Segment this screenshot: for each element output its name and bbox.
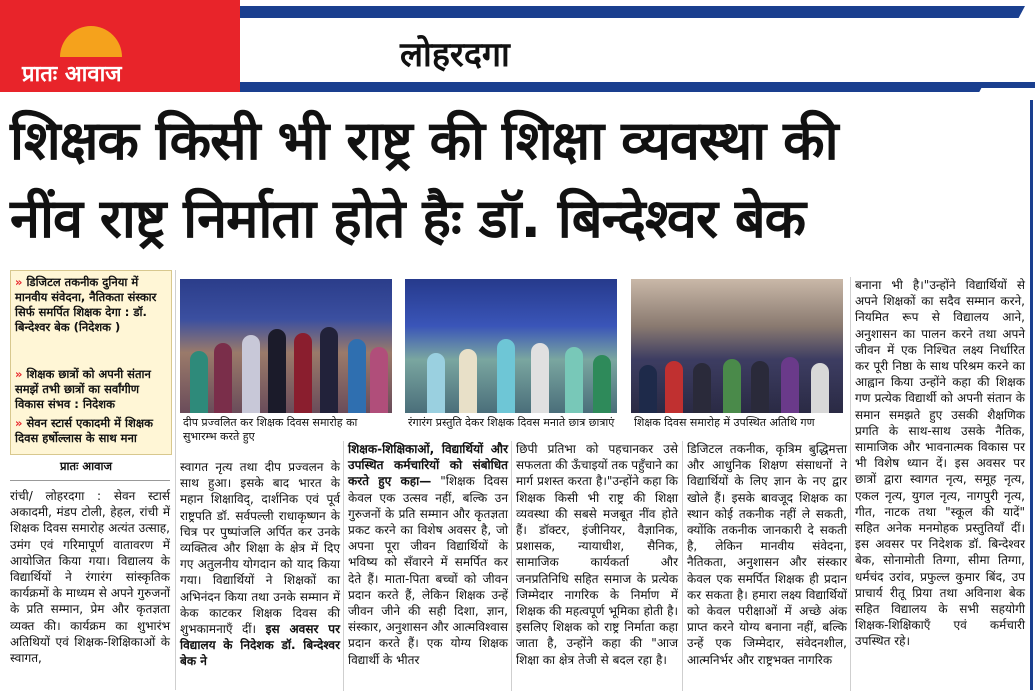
highlight-item: » सेवन स्टार्स एकादमी में शिक्षक दिवस हर्षोल्लास के साथ मना	[15, 416, 153, 445]
headline-line-1: शिक्षक किसी भी राष्ट्र की शिक्षा व्यवस्था की	[10, 109, 838, 172]
article-column-4: छिपी प्रतिभा को पहचानकर उसे सफलता की ऊँचाइयों तक पहुँचाने का मार्ग प्रशस्त करता है।"उन्होंने कहा कि शिक्षक किसी भी राष्ट्र की शिक्षा व्यवस्था की सबसे मजबूत नींव होते हैं। डॉक्टर, इंजीनियर, वैज्ञानिक, प्रशासक, न्यायाधीश, सैनिक, सामाजिक कार्यकर्ता और जनप्रतिनिधि सहित समाज के प्रत्येक जिम्मेदार नागरिक के निर्माण में शिक्षक की महत्वपूर्ण भूमिका होती है। इसलिए शिक्षक को राष्ट्र निर्माता कहा जाता है, उन्होंने कहा की "आज शिक्षा का क्षेत्र तेजी से बदल रहा है।	[516, 442, 678, 667]
article-column-2: स्वागत नृत्य तथा दीप प्रज्वलन के साथ हुआ। इसके बाद भारत के महान शिक्षाविद्, दार्शनिक एवं पूर्व राष्ट्रपति डॉ. सर्वपल्ली राधाकृष्णन के चित्र पर पुष्पांजलि अर्पित कर उनके व्यक्तित्व और शिक्षा के क्षेत्र में दिए गए अतुलनीय योगदान को याद किया गया। विद्यार्थियों ने शिक्षकों का अभिनंदन किया तथा उनके सम्मान में केक काटकर शिक्षक दिवस की शुभकामनाएँ दीं। इस अवसर पर विद्यालय के निदेशक डॉ. बिन्देश्वर बेक ने	[180, 460, 340, 669]
headline-line-2: नींव राष्ट्र निर्माता होते हैः डॉ. बिन्देश्वर बेक	[10, 187, 806, 250]
newspaper-brand: प्रातः आवाज	[22, 62, 122, 87]
city-section-title: लोहरदगा	[400, 35, 510, 75]
byline-divider	[10, 480, 170, 481]
bullet-icon: »	[15, 416, 27, 430]
page-edge-rule	[1030, 100, 1033, 690]
masthead-white-band	[166, 18, 1035, 82]
bullet-icon: »	[15, 367, 27, 381]
highlight-item: » शिक्षक छात्रों को अपनी संतान समझें तभी छात्रों का सर्वांगीण विकास संभव : निदेशक	[15, 367, 151, 411]
highlight-item: » डिजिटल तकनीक दुनिया में मानवीय संवेदना, नैतिकता संस्कार सिर्फ समर्पित शिक्षक देगा : डॉ. बिन्देश्वर बेक (निदेशक )	[15, 275, 157, 334]
photo-cultural-performance	[405, 279, 617, 413]
column-subhead: शिक्षक-शिक्षिकाओं, विद्यार्थियों और उपस्थित कर्मचारियों को संबोधित करते हुए कहा—	[348, 442, 508, 489]
photo-lamp-lighting	[180, 279, 392, 413]
photo-caption: रंगारंग प्रस्तुति देकर शिक्षक दिवस मनाते छात्र छात्राएं	[408, 416, 615, 429]
article-column-5: डिजिटल तकनीक, कृत्रिम बुद्धिमत्ता और आधुनिक शिक्षण संसाधनों ने विद्यार्थियों के लिए ज्ञान के नए द्वार खोले हैं। इसके बावजूद शिक्षक का स्थान कोई तकनीक नहीं ले सकती, क्योंकि तकनीक जानकारी दे सकती है, लेकिन मानवीय संवेदना, नैतिकता, अनुशासन और संस्कार केवल एक समर्पित शिक्षक ही प्रदान कर सकता है। हमारा लक्ष्य विद्यार्थियों को केवल परीक्षाओं में अच्छे अंक प्राप्त करने योग्य बनाना नहीं, बल्कि उन्हें एक जिम्मेदार, संवेदनशील, आत्मनिर्भर और राष्ट्रभक्त नागरिक	[687, 442, 847, 667]
photo-caption: दीप प्रज्वलित कर शिक्षक दिवस समारोह का सुभारम्भ करते हुए	[183, 416, 358, 443]
column-subhead: इस अवसर पर विद्यालय के निदेशक डॉ. बिन्देश्वर बेक ने	[180, 622, 340, 669]
article-column-6: बनाना भी है।"उन्होंने विद्यार्थियों से अपने शिक्षकों का सदैव सम्मान करने, नियमित रूप से विद्यालय आने, अनुशासन का पालन करने तथा अपने जीवन में एक निश्चित लक्ष्य निर्धारित कर पूरी निष्ठा के साथ परिश्रम करने का आह्वान किया उन्होंने कहा की शिक्षक गण प्रत्येक विद्यार्थी को अपनी संतान के समान समझते हुए उसकी शैक्षणिक प्रगति के साथ-साथ उसके नैतिक, सामाजिक और भावनात्मक विकास पर भी विशेष ध्यान दें। इस अवसर पर छात्रों द्वारा स्वागत नृत्य, समूह नृत्य, एकल नृत्य, युगल नृत्य, नागपुरी नृत्य, गीत, नाटक तथा "स्कूल की यादें" सहित अनेक मनमोहक प्रस्तुतियाँ दीं। इस अवसर पर निदेशक डॉ. बिन्देश्वर बेक, सोनामोती तिग्गा, सीमा तिग्गा, धर्मचंद उरांव, प्रफुल्ल कुमार बिंद, उप प्राचार्य रीतू प्रिया तथा अविनाश बेक सहित विद्यालय के सभी सहयोगी शिक्षक-शिक्षिकाएँ एवं कर्मचारी उपस्थित रहे।	[855, 278, 1025, 649]
article-column-3: शिक्षक-शिक्षिकाओं, विद्यार्थियों और उपस्थित कर्मचारियों को संबोधित करते हुए कहा— "शिक्षक दिवस केवल एक उत्सव नहीं, बल्कि उन गुरुजनों के प्रति सम्मान और कृतज्ञता प्रकट करने का विशेष अवसर है, जो अपना पूरा जीवन विद्यार्थियों के भविष्य को सँवारने में समर्पित कर देते हैं। माता-पिता बच्चों को जीवन प्रदान करते हैं, लेकिन शिक्षक उन्हें जीवन जीने की सही दिशा, ज्ञान, संस्कार, अनुशासन और आत्मविश्वास प्रदान करते हैं। एक योग्य शिक्षक विद्यार्थी के भीतर	[348, 442, 509, 667]
byline: प्रातः आवाज	[60, 459, 113, 473]
photo-guests-seated	[631, 279, 843, 413]
photo-caption: शिक्षक दिवस समारोह में उपस्थित अतिथि गण	[634, 416, 815, 429]
highlights-box	[10, 270, 172, 455]
bullet-icon: »	[15, 275, 27, 289]
masthead-underline	[210, 82, 1035, 88]
article-column-1: रांची/ लोहरदगा : सेवन स्टार्स अकादमी, मंडप टोली, हेहल, रांची में शिक्षक दिवस समारोह अत्यंत उत्साह, उमंग एवं गरिमापूर्ण वातावरण में आयोजित किया गया। विद्यालय के विद्यार्थियों ने रंगारंग सांस्कृतिक कार्यक्रमों के माध्यम से अपने गुरुजनों के प्रति सम्मान, प्रेम और कृतज्ञता व्यक्त की। कार्यक्रम का शुभारंभ अतिथियों एवं शिक्षक-शिक्षिकाओं के स्वागत,	[10, 489, 170, 666]
